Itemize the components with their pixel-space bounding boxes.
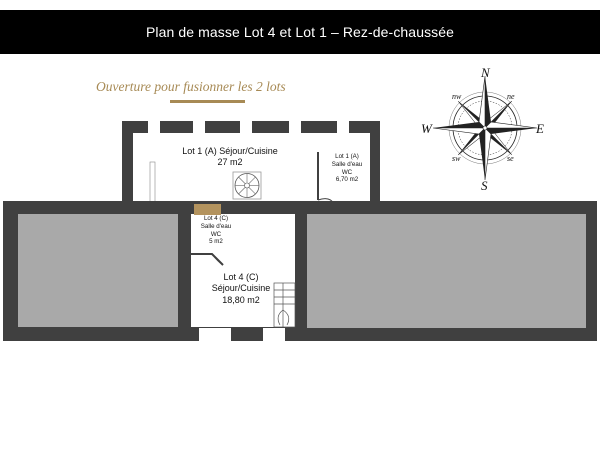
plan-title: Plan de masse Lot 4 et Lot 1 – Rez-de-chaussée xyxy=(0,10,600,54)
lot4-wc-type: Salle d'eau xyxy=(200,222,232,230)
lot4-wc-wc: WC xyxy=(210,230,222,238)
compass-ne-label: ne xyxy=(507,92,515,101)
compass-east-label: E xyxy=(536,121,544,136)
lot1-wc-lot: Lot 1 (A) xyxy=(335,153,359,160)
compass-south-label: S xyxy=(481,178,488,193)
opening-annotation: Ouverture pour fusionner les 2 lots xyxy=(96,79,286,94)
lot4-main-area: 18,80 m2 xyxy=(222,294,260,305)
compass-west-label: W xyxy=(421,121,432,136)
lot1-main-name: Lot 1 (A) Séjour/Cuisine xyxy=(182,146,278,156)
lot4-wc-lot: Lot 4 (C) xyxy=(203,215,229,222)
compass-se-label: se xyxy=(507,154,514,163)
compass-sw-label: sw xyxy=(452,154,461,163)
compass-nw-label: nw xyxy=(452,92,462,101)
lot1-wc-area: 6,70 m2 xyxy=(335,176,359,184)
compass-north-label: N xyxy=(481,65,490,80)
lot1-wc-wc: WC xyxy=(341,168,353,176)
lot1-wc-type: Salle d'eau xyxy=(331,160,363,168)
lot1-main-area: 27 m2 xyxy=(217,157,243,168)
lot4-wc-area: 5 m2 xyxy=(209,238,223,246)
lot4-main-lot: Lot 4 (C) xyxy=(223,272,259,282)
lot4-main-name: Séjour/Cuisine xyxy=(211,283,271,294)
